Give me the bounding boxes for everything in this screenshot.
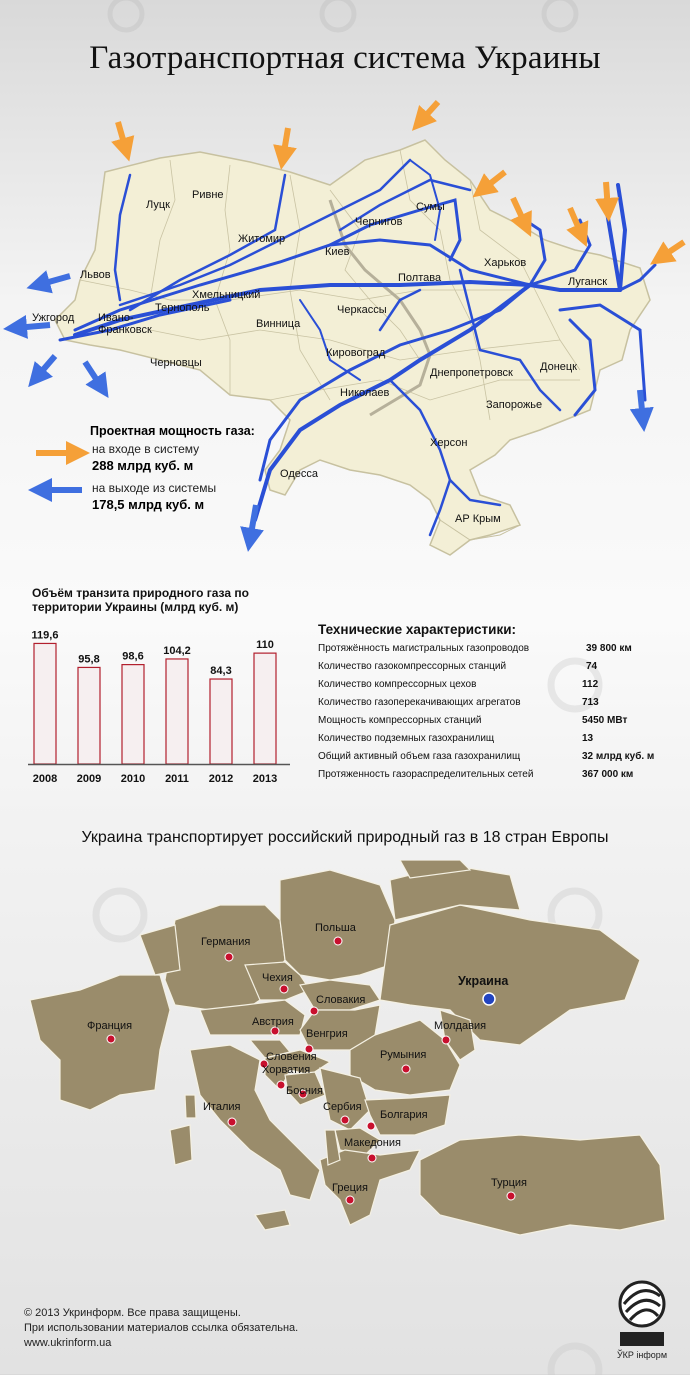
- spec-label: Протяженность газораспределительных сетей: [318, 769, 534, 780]
- spec-label: Количество газоперекачивающих агрегатов: [318, 697, 521, 708]
- x-tick-label: 2013: [252, 773, 278, 785]
- bar: [122, 665, 144, 764]
- city-label: Черкассы: [337, 304, 387, 316]
- city-label: Полтава: [398, 272, 442, 284]
- bar: [78, 667, 100, 764]
- spec-row: [318, 679, 678, 696]
- country-label: Хорватия: [262, 1064, 311, 1076]
- input-arrow: [118, 122, 126, 150]
- chart-title: Объём транзита природного газа по территории Украины (млрд куб. м): [32, 586, 249, 614]
- city-label: Одесса: [280, 468, 318, 480]
- input-arrow: [482, 172, 505, 190]
- bar-value-label: 95,8: [78, 653, 100, 666]
- country-label: Австрия: [252, 1016, 294, 1028]
- country-label: Германия: [201, 936, 251, 948]
- x-tick-label: 2008: [32, 773, 58, 785]
- city-label: Львов: [80, 269, 111, 281]
- country-label: Молдавия: [434, 1020, 487, 1032]
- spec-row: [318, 661, 678, 678]
- bar-value-label: 110: [256, 639, 274, 652]
- spec-value: 367 000 км: [582, 769, 634, 780]
- europe-map: [0, 860, 690, 1290]
- spec-label: Количество газокомпрессорных станций: [318, 661, 507, 672]
- page-title: Газотранспортная система Украины: [89, 40, 601, 76]
- watermark-logo: [540, 1335, 610, 1375]
- spec-label: Количество компрессорных цехов: [318, 679, 477, 690]
- input-arrow: [420, 102, 438, 122]
- bar-value-label: 98,6: [122, 650, 144, 663]
- copyright: © 2013 Укринформ. Все права защищены.: [24, 1307, 241, 1319]
- country-label: Турция: [491, 1177, 527, 1189]
- country-sicily: [255, 1210, 290, 1230]
- input-arrow: [283, 128, 288, 158]
- country-label: Италия: [203, 1101, 241, 1113]
- city-label: Житомир: [238, 233, 286, 245]
- city-label: Ивано-: [98, 312, 134, 324]
- spec-value: 713: [582, 697, 599, 708]
- ukrinform-logo: [614, 1278, 670, 1364]
- country-corsica: [185, 1095, 196, 1118]
- europe-title: Украина транспортирует российский природный газ в 18 стран Европы: [81, 829, 609, 846]
- bar: [166, 659, 188, 764]
- city-label: Тернополь: [155, 302, 210, 314]
- footer: [24, 1306, 298, 1351]
- bar: [210, 679, 232, 764]
- output-arrow: [36, 356, 55, 378]
- country-label: Чехия: [262, 972, 293, 984]
- spec-value: 112: [582, 679, 599, 690]
- country-turkey: [420, 1135, 665, 1235]
- country-label: Словения: [266, 1051, 317, 1063]
- country-label: Украина: [458, 974, 509, 988]
- output-arrow: [640, 390, 643, 420]
- spec-row: [318, 697, 678, 714]
- city-label: Ривне: [192, 189, 224, 201]
- bar: [34, 643, 56, 764]
- spec-row: [318, 733, 678, 750]
- legend-input-label: на входе в систему: [92, 442, 200, 456]
- city-label: Чернигов: [355, 216, 403, 228]
- city-label: АР Крым: [455, 513, 501, 525]
- output-arrow: [85, 362, 102, 388]
- city-label: Киев: [325, 246, 350, 258]
- spec-row: [318, 751, 678, 768]
- country-label: Сербия: [323, 1101, 362, 1113]
- bar: [254, 653, 276, 764]
- city-label: Запорожье: [486, 399, 543, 411]
- spec-row: [318, 769, 678, 786]
- legend-output-value: 178,5 млрд куб. м: [92, 497, 205, 512]
- x-tick-label: 2011: [165, 773, 189, 785]
- spec-label: Общий активный объем газа газохранилищ: [318, 751, 521, 762]
- watermark-logo: [530, 0, 590, 40]
- x-tick-label: 2012: [208, 773, 234, 785]
- city-label: Хмельницкий: [192, 289, 261, 301]
- bar-value-label: 104,2: [163, 644, 191, 657]
- spec-label: Протяжённость магистральных газопроводов: [318, 643, 530, 654]
- spec-value: 39 800 км: [586, 643, 632, 654]
- city-label: Херсон: [430, 437, 468, 449]
- country-label: Польша: [315, 922, 356, 934]
- bar-value-label: 84,3: [210, 665, 232, 678]
- country-label: Франция: [87, 1020, 133, 1032]
- city-label: Черновцы: [150, 357, 202, 369]
- spec-value: 5450 МВт: [582, 715, 628, 726]
- country-label: Венгрия: [306, 1028, 348, 1040]
- country-label: Румыния: [380, 1049, 427, 1061]
- country-label: Греция: [332, 1182, 368, 1194]
- output-arrow: [250, 505, 256, 540]
- city-label: Николаев: [340, 387, 390, 399]
- spec-value: 74: [586, 661, 598, 672]
- spec-row: [318, 643, 678, 660]
- city-label: Сумы: [416, 201, 445, 213]
- watermark-logo: [308, 0, 368, 40]
- transit-bar-chart: [28, 618, 290, 788]
- spec-label: Мощность компрессорных станций: [318, 715, 482, 726]
- city-label: Винница: [256, 318, 301, 330]
- bar-value-label: 119,6: [31, 629, 59, 642]
- watermark-logo: [96, 0, 156, 40]
- city-label: Луцк: [146, 199, 170, 211]
- country-label: Македония: [344, 1137, 401, 1149]
- country-label: Болгария: [380, 1109, 428, 1121]
- legend-heading: Проектная мощность газа:: [90, 424, 255, 438]
- country-france: [30, 975, 170, 1110]
- x-tick-label: 2009: [76, 773, 102, 785]
- spec-row: [318, 715, 678, 732]
- specs-title: Технические характеристики:: [318, 622, 517, 637]
- spec-value: 32 млрд куб. м: [582, 751, 655, 762]
- country-benelux: [140, 925, 180, 975]
- output-arrow: [15, 325, 50, 328]
- city-label: Луганск: [568, 276, 608, 288]
- city-label: Днепропетровск: [430, 367, 513, 379]
- country-label: Босния: [286, 1085, 324, 1097]
- city-label: Франковск: [98, 324, 152, 336]
- x-tick-label: 2010: [120, 773, 146, 785]
- country-label: Словакия: [316, 994, 366, 1006]
- website-link[interactable]: www.ukrinform.ua: [24, 1337, 112, 1349]
- input-arrow: [660, 242, 684, 258]
- input-arrow: [606, 182, 608, 210]
- legend-input-value: 288 млрд куб. м: [92, 458, 194, 473]
- city-label: Харьков: [484, 257, 527, 269]
- ukraine-gas-map: [0, 90, 690, 560]
- output-arrow: [38, 276, 70, 285]
- city-label: Ужгород: [32, 312, 75, 324]
- country-sardinia: [170, 1125, 192, 1165]
- spec-value: 13: [582, 733, 594, 744]
- city-label: Кировоград: [326, 347, 386, 359]
- city-label: Донецк: [540, 361, 577, 373]
- usage-note: При использовании материалов ссылка обязательна.: [24, 1322, 299, 1334]
- logo-text: ЎКР інформ: [616, 1350, 668, 1360]
- spec-label: Количество подземных газохранилищ: [318, 733, 495, 744]
- legend-output-label: на выходе из системы: [92, 481, 217, 495]
